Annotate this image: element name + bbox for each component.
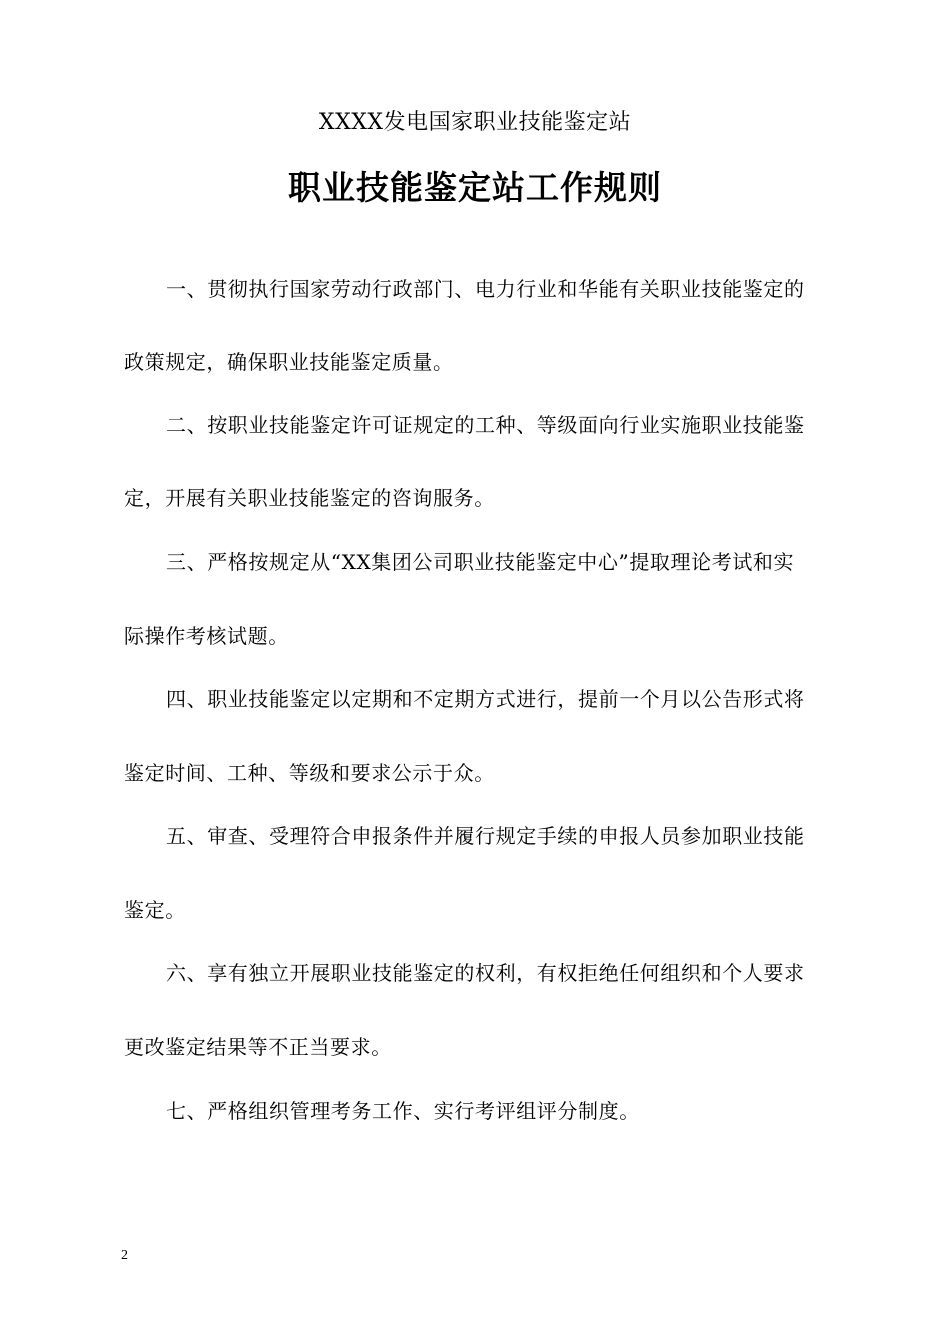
rule-3-line-1: 三、严格按规定从“XX集团公司职业技能鉴定中心”提取理论考试和实 — [166, 550, 795, 574]
rule-2-line-1: 二、按职业技能鉴定许可证规定的工种、等级面向行业实施职业技能鉴 — [166, 413, 805, 437]
rule-3-line-2: 际操作考核试题。 — [124, 624, 289, 648]
rule-6-line-1: 六、享有独立开展职业技能鉴定的权利，有权拒绝任何组织和个人要求 — [166, 961, 805, 985]
rule-4-line-1: 四、职业技能鉴定以定期和不定期方式进行，提前一个月以公告形式将 — [166, 687, 805, 711]
rule-1-line-1: 一、贯彻执行国家劳动行政部门、电力行业和华能有关职业技能鉴定的 — [166, 277, 805, 301]
rule-5-line-2: 鉴定。 — [124, 898, 186, 922]
rule-2-line-2: 定，开展有关职业技能鉴定的咨询服务。 — [124, 486, 495, 510]
document-title: 职业技能鉴定站工作规则 — [288, 168, 662, 207]
page-number: 2 — [121, 1248, 128, 1263]
rule-5-line-1: 五、审查、受理符合申报条件并履行规定手续的申报人员参加职业技能 — [166, 824, 805, 848]
rule-7-line-1: 七、严格组织管理考务工作、实行考评组评分制度。 — [166, 1099, 640, 1123]
rule-4-line-2: 鉴定时间、工种、等级和要求公示于众。 — [124, 761, 495, 785]
rule-1-line-2: 政策规定，确保职业技能鉴定质量。 — [124, 350, 454, 374]
organization-name: XXXX发电国家职业技能鉴定站 — [318, 110, 632, 135]
rule-6-line-2: 更改鉴定结果等不正当要求。 — [124, 1035, 392, 1059]
